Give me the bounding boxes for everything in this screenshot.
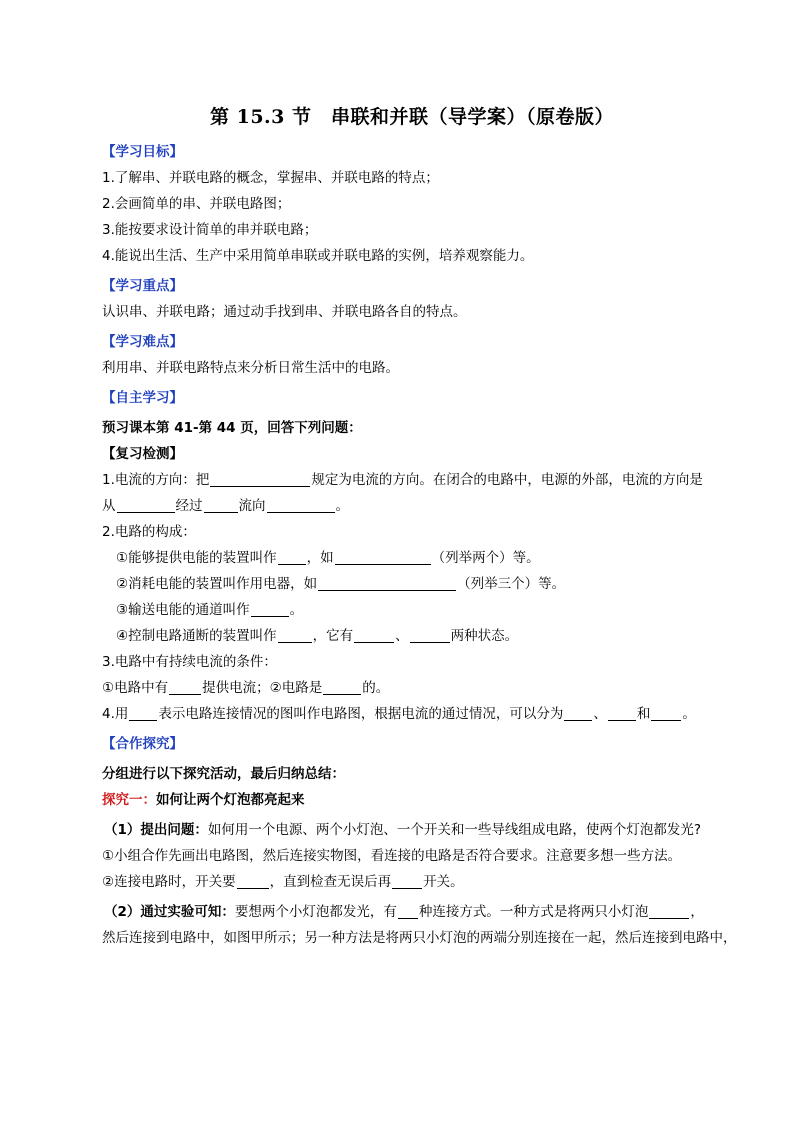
section-header-goals: 【学习目标】 (102, 144, 183, 160)
explore-1-title: 探究一：如何让两个灯泡都亮起来 (102, 792, 305, 808)
answer-blank[interactable] (169, 679, 201, 695)
question-2a: ①能够提供电能的装置叫作 ，如 （列举两个）等。 (116, 550, 540, 566)
answer-blank[interactable] (210, 471, 310, 487)
answer-blank[interactable] (251, 601, 289, 617)
answer-blank[interactable] (278, 549, 306, 565)
answer-blank[interactable] (335, 549, 431, 565)
answer-blank[interactable] (398, 903, 418, 919)
section-header-difficulty: 【学习难点】 (102, 334, 183, 350)
question-1-line-2: 从 经过 流向 。 (102, 498, 349, 514)
page-title: 第 15.3 节 串联和并联（导学案）（原卷版） (209, 106, 614, 128)
goal-item: 4.能说出生活、生产中采用简单串联或并联电路的实例，培养观察能力。 (102, 248, 534, 264)
answer-blank[interactable] (129, 705, 157, 721)
explore-step-1a: ①小组合作先画出电路图，然后连接实物图，看连接的电路是否符合要求。注意要多想一些方法。 (102, 848, 682, 864)
answer-blank[interactable] (204, 497, 238, 513)
section-header-cooperation: 【合作探究】 (102, 736, 183, 752)
preview-instruction: 预习课本第 41-第 44 页，回答下列问题： (102, 420, 362, 436)
goal-item: 1.了解串、并联电路的概念，掌握串、并联电路的特点； (102, 170, 439, 186)
review-header: 【复习检测】 (102, 446, 183, 462)
question-1-line-1: 1.电流的方向：把 规定为电流的方向。在闭合的电路中，电源的外部，电流的方向是 (102, 472, 703, 488)
answer-blank[interactable] (278, 627, 312, 643)
explore-step-1: （1）提出问题：如何用一个电源、两个小灯泡、一个开关和一些导线组成电路，使两个灯泡都发光? (104, 822, 702, 838)
question-2b: ②消耗电能的装置叫作用电器，如 （列举三个）等。 (116, 576, 566, 592)
question-2: 2.电路的构成： (102, 524, 196, 540)
answer-blank[interactable] (267, 497, 335, 513)
document-content (102, 102, 737, 951)
cooperation-intro: 分组进行以下探究活动，最后归纳总结： (102, 766, 345, 782)
answer-blank[interactable] (608, 705, 636, 721)
question-3a: ①电路中有 提供电流；②电路是 的。 (102, 680, 390, 696)
answer-blank[interactable] (237, 873, 269, 889)
answer-blank[interactable] (392, 873, 422, 889)
question-2c: ③输送电能的通道叫作 。 (116, 602, 304, 618)
explore-step-2-cont: 然后连接到电路中，如图甲所示；另一种方法是将两只小灯泡的两端分别连接在一起，然后连接到电路中， (102, 930, 737, 946)
answer-blank[interactable] (117, 497, 175, 513)
difficulty-text: 利用串、并联电路特点来分析日常生活中的电路。 (102, 360, 399, 376)
answer-blank[interactable] (410, 627, 450, 643)
question-4: 4.用 表示电路连接情况的图叫作电路图，根据电流的通过情况，可以分为 、 和 。 (102, 706, 696, 722)
key-text: 认识串、并联电路；通过动手找到串、并联电路各自的特点。 (102, 304, 467, 320)
goal-item: 3.能按要求设计简单的串并联电路； (102, 222, 318, 238)
section-header-self-study: 【自主学习】 (102, 390, 183, 406)
question-3: 3.电路中有持续电流的条件： (102, 654, 277, 670)
explore-step-2: （2）通过实验可知：要想两个小灯泡都发光，有 种连接方式。一种方式是将两只小灯泡 ， (104, 904, 704, 920)
answer-blank[interactable] (354, 627, 394, 643)
answer-blank[interactable] (323, 679, 361, 695)
question-2d: ④控制电路通断的装置叫作 ，它有 、 两种状态。 (116, 628, 519, 644)
goal-item: 2.会画简单的串、并联电路图； (102, 196, 291, 212)
explore-step-1b: ②连接电路时，开关要 ，直到检查无误后再 开关。 (102, 874, 464, 890)
answer-blank[interactable] (651, 705, 681, 721)
section-header-key: 【学习重点】 (102, 278, 183, 294)
answer-blank[interactable] (318, 575, 456, 591)
answer-blank[interactable] (649, 903, 689, 919)
answer-blank[interactable] (564, 705, 592, 721)
